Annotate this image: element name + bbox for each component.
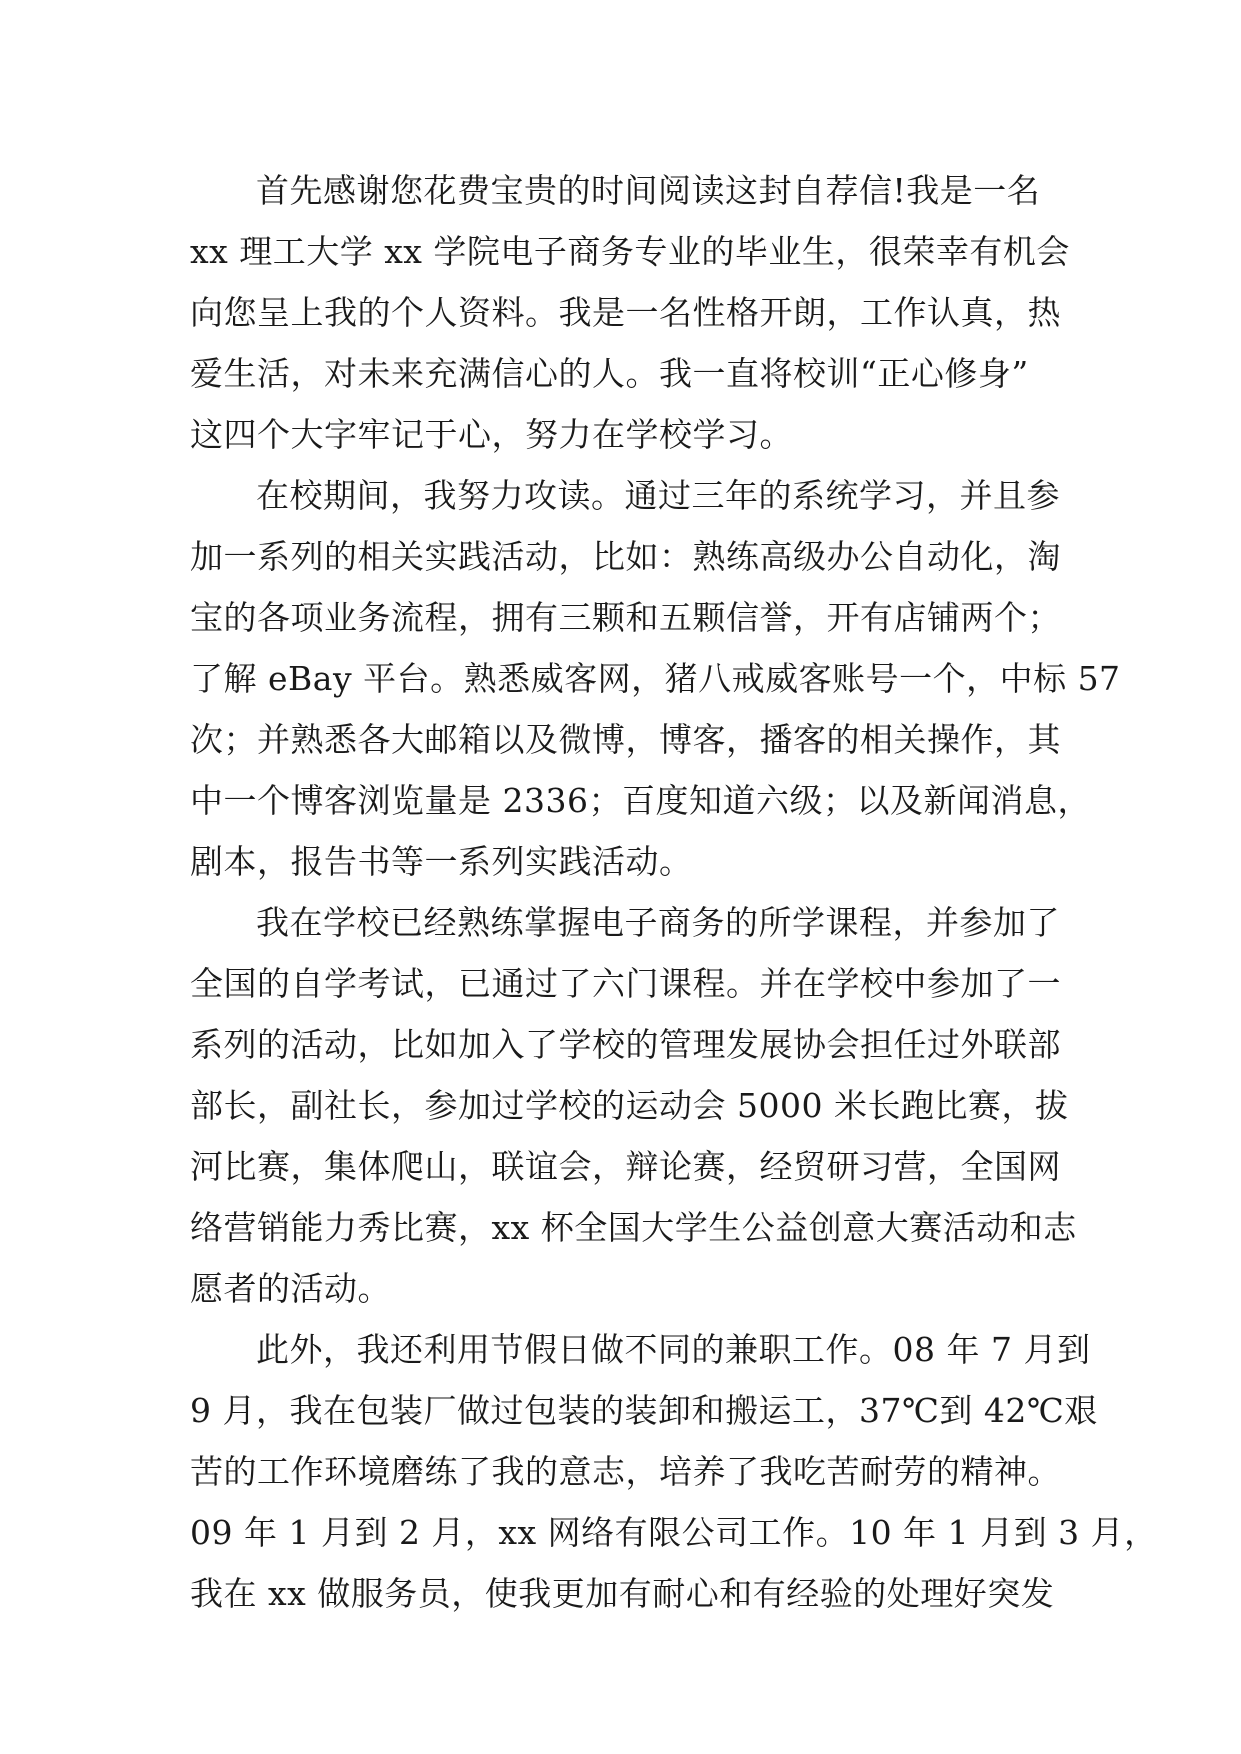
text-line: xx 理工大学 xx 学院电子商务专业的毕业生，很荣幸有机会	[190, 232, 1070, 271]
text-line: 部长，副社长，参加过学校的运动会 5000 米长跑比赛，拔	[190, 1086, 1069, 1125]
letter-body	[190, 160, 1158, 1624]
text-line: 向您呈上我的个人资料。我是一名性格开朗，工作认真，热	[190, 293, 1061, 332]
text-line: 这四个大字牢记于心，努力在学校学习。	[190, 415, 793, 454]
text-line: 9 月，我在包装厂做过包装的装卸和搬运工，37℃到 42℃艰	[190, 1391, 1098, 1430]
paragraph-intro	[190, 160, 1070, 465]
text-line: 系列的活动，比如加入了学校的管理发展协会担任过外联部	[190, 1025, 1061, 1064]
text-line: 全国的自学考试，已通过了六门课程。并在学校中参加了一	[190, 964, 1061, 1003]
text-line: 在校期间，我努力攻读。通过三年的系统学习，并且参	[256, 476, 1060, 515]
text-line: 宝的各项业务流程，拥有三颗和五颗信誉，开有店铺两个；	[190, 598, 1061, 637]
text-line: 愿者的活动。	[190, 1269, 391, 1308]
paragraph-part-time-work	[190, 1319, 1158, 1624]
text-line: 中一个博客浏览量是 2336；百度知道六级；以及新闻消息，	[190, 781, 1091, 820]
text-line: 剧本，报告书等一系列实践活动。	[190, 842, 693, 881]
text-line: 了解 eBay 平台。熟悉威客网，猪八戒威客账号一个，中标 57	[190, 659, 1121, 698]
text-line: 我在 xx 做服务员，使我更加有耐心和有经验的处理好突发	[190, 1574, 1055, 1613]
text-line: 我在学校已经熟练掌握电子商务的所学课程，并参加了	[256, 903, 1060, 942]
paragraph-school-practice	[190, 465, 1121, 892]
text-line: 苦的工作环境磨练了我的意志，培养了我吃苦耐劳的精神。	[190, 1452, 1061, 1491]
text-line: 首先感谢您花费宝贵的时间阅读这封自荐信!我是一名	[256, 171, 1041, 210]
paragraph-courses-activities	[190, 892, 1077, 1319]
text-line: 加一系列的相关实践活动，比如：熟练高级办公自动化，淘	[190, 537, 1061, 576]
text-line: 次；并熟悉各大邮箱以及微博，博客，播客的相关操作，其	[190, 720, 1061, 759]
text-line: 爱生活，对未来充满信心的人。我一直将校训“正心修身”	[190, 354, 1029, 393]
text-line: 09 年 1 月到 2 月，xx 网络有限公司工作。10 年 1 月到 3 月，	[190, 1513, 1158, 1552]
text-line: 河比赛，集体爬山，联谊会，辩论赛，经贸研习营，全国网	[190, 1147, 1061, 1186]
text-line: 此外，我还利用节假日做不同的兼职工作。08 年 7 月到	[256, 1330, 1091, 1369]
text-line: 络营销能力秀比赛，xx 杯全国大学生公益创意大赛活动和志	[190, 1208, 1077, 1247]
